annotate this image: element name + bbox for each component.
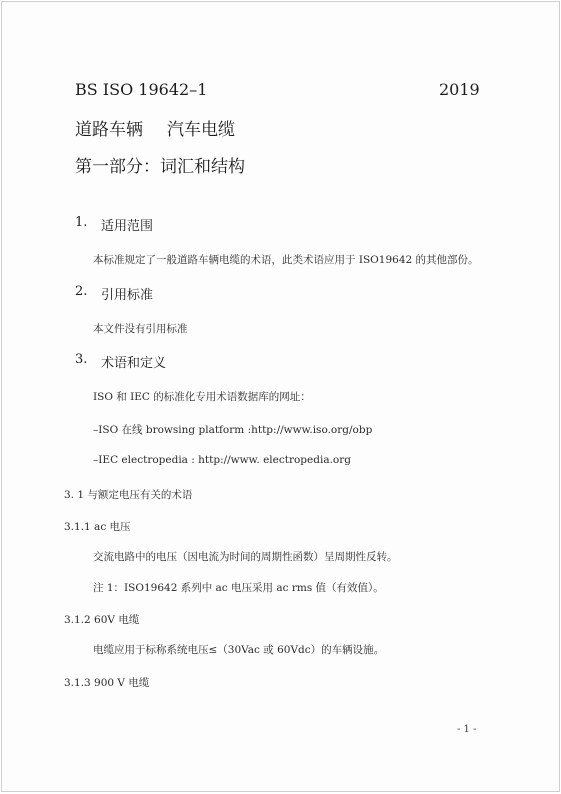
section-3-1-1-note: 注 1：ISO19642 系列中 ac 电压采用 ac rms 值（有效值）。 — [93, 582, 384, 594]
section-3-1-2-heading: 3.1.2 60V 电缆 — [64, 614, 140, 626]
title-part-b: 汽车电缆 — [167, 120, 235, 140]
document-page — [1, 1, 560, 792]
section-3-1-1-heading: 3.1.1 ac 电压 — [64, 521, 131, 533]
section-3-number: 3. — [75, 352, 88, 367]
section-3-line: –IEC electropedia : http://www. electropedia.org — [93, 454, 351, 466]
section-3-1-2-text: 电缆应用于标称系统电压≤（30Vac 或 60Vdc）的车辆设施。 — [93, 644, 385, 656]
subtitle: 第一部分：词汇和结构 — [75, 157, 245, 177]
section-2-text: 本文件没有引用标准 — [93, 323, 188, 335]
title-part-a: 道路车辆 — [75, 120, 143, 140]
section-3-1-1-text: 交流电路中的电压（因电流为时间的周期性函数）呈周期性反转。 — [93, 551, 398, 563]
section-1-title: 适用范围 — [101, 219, 154, 234]
section-3-line: ISO 和 IEC 的标准化专用术语数据库的网址： — [93, 391, 311, 403]
standard-code: BS ISO 19642–1 — [75, 80, 208, 99]
page-number: - 1 - — [457, 724, 477, 735]
section-2-number: 2. — [75, 284, 88, 299]
section-3-1-3-heading: 3.1.3 900 V 电缆 — [64, 677, 150, 689]
section-3-1-heading: 3. 1 与额定电压有关的术语 — [64, 489, 193, 501]
section-3-line: –ISO 在线 browsing platform :http://www.iso.org/obp — [93, 424, 373, 436]
standard-year: 2019 — [439, 80, 480, 99]
section-3-title: 术语和定义 — [101, 356, 167, 371]
section-1-text: 本标准规定了一般道路车辆电缆的术语，此类术语应用于 ISO19642 的其他部份。 — [93, 254, 479, 266]
section-2-title: 引用标准 — [101, 288, 154, 303]
section-1-number: 1. — [75, 215, 88, 230]
